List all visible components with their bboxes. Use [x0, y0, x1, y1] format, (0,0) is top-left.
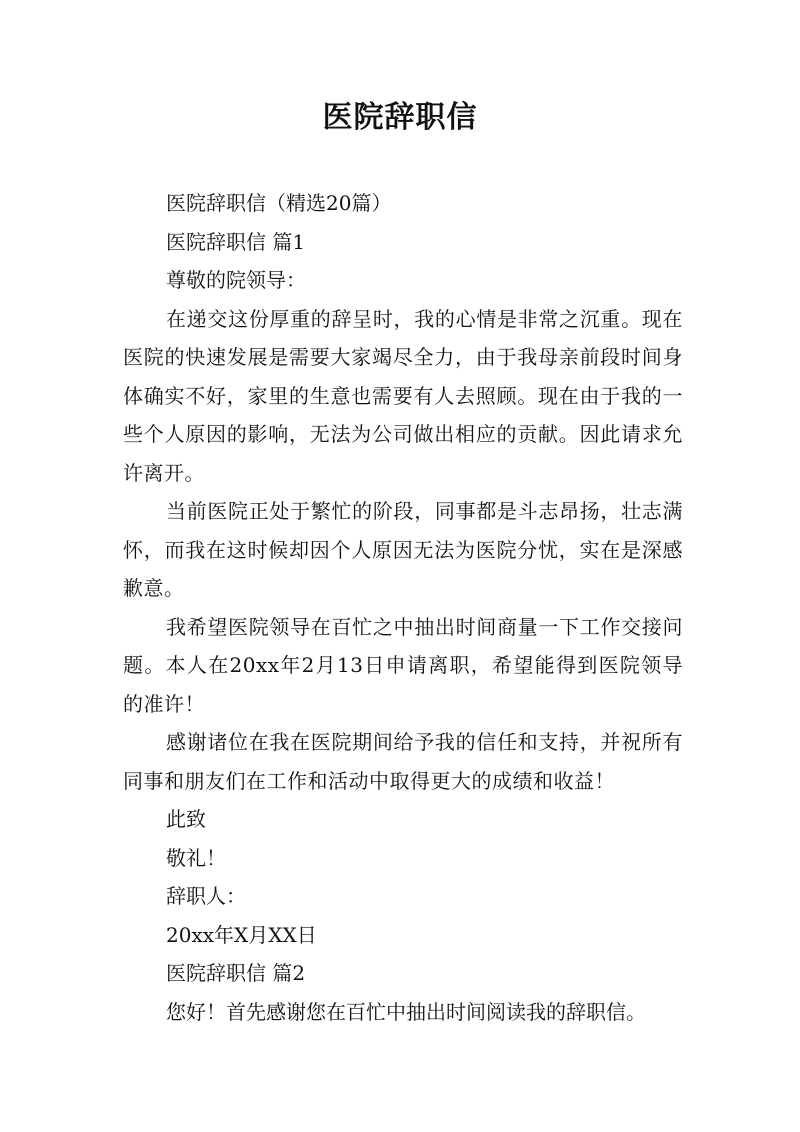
letter2-heading: 医院辞职信 篇2	[166, 961, 306, 985]
document-body	[123, 184, 683, 1031]
letter2-opening: 您好！首先感谢您在百忙中抽出时间阅读我的辞职信。	[166, 999, 646, 1024]
closing: 此致	[166, 807, 206, 831]
salutation: 尊敬的院领导：	[166, 268, 306, 292]
paragraph: 在递交这份厚重的辞呈时，我的心情是非常之沉重。现在医院的快速发展是需要大家竭尽全力，由于我母亲前段时间身体确实不好，家里的生意也需要有人去照顾。现在由于我的一些个人原因的影响，无法为公司做出相应的贡献。因此请求允许离开。	[123, 306, 683, 485]
paragraph: 我希望医院领导在百忙之中抽出时间商量一下工作交接问题。本人在20xx年2月13日申请离职，希望能得到医院领导的准许！	[123, 614, 683, 716]
paragraph: 当前医院正处于繁忙的阶段，同事都是斗志昂扬，壮志满怀，而我在这时候却因个人原因无法为医院分忧，实在是深感歉意。	[123, 499, 683, 600]
paragraph: 感谢诸位在我在医院期间给予我的信任和支持，并祝所有同事和朋友们在工作和活动中取得更大的成绩和收益！	[123, 730, 683, 793]
signer-label: 辞职人：	[166, 884, 246, 908]
subtitle: 医院辞职信（精选20篇）	[166, 191, 392, 215]
letter1-heading: 医院辞职信 篇1	[166, 229, 306, 254]
document-title: 医院辞职信	[322, 100, 478, 135]
regards: 敬礼！	[166, 845, 226, 870]
signature-date: 20xx年X月XX日	[166, 922, 317, 947]
